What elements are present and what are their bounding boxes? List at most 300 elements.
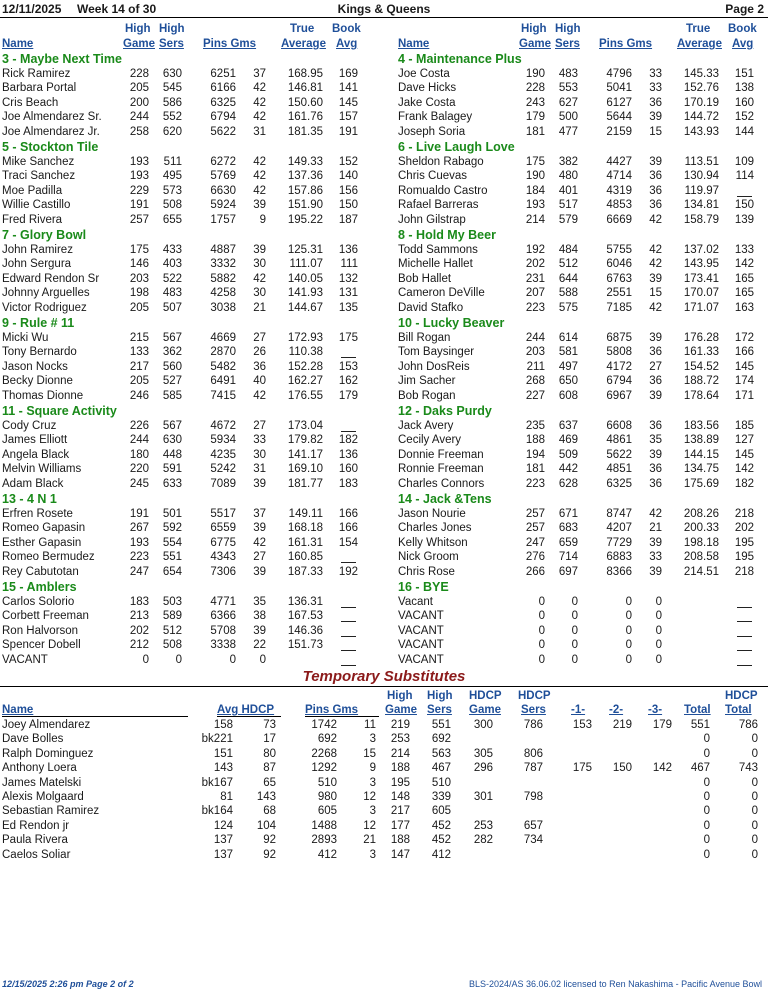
player-name: VACANT [398,653,444,666]
sub-total: 0 [703,819,710,832]
avg-underline [217,716,281,717]
high-sers-header: Sers [555,38,580,50]
section-divider [0,686,768,687]
player-name: Joe Almendarez Sr. [2,111,102,123]
sub-hdcp-total: 0 [751,776,758,789]
true-average: 160.85 [287,551,323,563]
book-average: 136 [338,243,358,256]
games: 42 [649,243,662,256]
high-sers-header: Sers [159,38,184,50]
high-series: 579 [558,213,578,226]
high-series: 0 [175,653,182,666]
true-average: 157.86 [287,184,323,197]
true-average: 170.19 [683,96,719,109]
high-series: 469 [558,434,578,446]
high-series: 554 [162,536,182,549]
high-game: 223 [525,477,545,490]
high-game: 212 [129,639,149,651]
games: 42 [253,82,266,94]
true-average: 167.53 [287,610,323,622]
high-series: 483 [162,287,182,299]
sub-hdcp-total: 0 [751,848,758,861]
sub-total: 0 [703,747,710,760]
high-series: 592 [162,522,182,534]
sub-game1: 175 [572,762,592,775]
total-pins: 3332 [210,258,236,270]
substitute-name: Paula Rivera [2,834,68,847]
hdcp-sers-header: Sers [521,704,546,716]
book-average: 166 [338,507,358,520]
games: 26 [253,346,266,358]
high-game: 267 [129,522,149,534]
total-pins: 0 [625,653,632,666]
high-series: 483 [558,67,578,80]
sub-high-game: 214 [390,747,410,760]
games: 39 [253,243,266,256]
true-average: 146.81 [287,82,323,94]
substitute-name: Joey Almendarez [2,719,91,731]
player-name: Jack Avery [398,419,454,432]
high-series: 654 [162,565,182,578]
book-average: 174 [734,375,754,387]
book-average: 165 [734,287,754,299]
high-game: 181 [525,463,545,475]
sub-hdcp-series: 734 [523,834,543,847]
book-average: 150 [338,199,358,211]
high-series: 560 [162,360,182,373]
total-pins: 6166 [210,82,236,94]
player-name: Joseph Soria [398,125,466,138]
total-pins: 6775 [210,536,236,549]
high-series: 0 [571,639,578,651]
games: 35 [649,434,662,446]
true-average: 170.07 [683,287,719,299]
player-name: John DosReis [398,360,470,373]
true-average: 149.11 [288,507,323,520]
book-average: 145 [734,360,754,373]
true-avg-header: True [686,23,711,35]
sub-hdcp-total: 0 [751,834,758,847]
true-average: 137.36 [287,170,323,182]
player-name: James Elliott [2,434,68,446]
high-game: 244 [129,111,149,123]
high-game: 220 [129,463,149,475]
games: 39 [253,522,266,534]
high-series: 484 [558,243,578,256]
sub-game2: 219 [612,719,632,731]
sub-hdcp-game: 296 [473,762,493,775]
player-name: Joe Almendarez Jr. [2,125,100,138]
name-header: Name [2,38,34,50]
total-header: Total [684,704,711,716]
book-average: 140 [338,170,358,182]
sub-games: 3 [369,733,376,746]
book-average-blank [737,196,752,197]
player-name: David Stafko [398,301,464,314]
player-name: Erfren Rosete [2,507,73,520]
player-name: Adam Black [2,477,64,490]
high-game: 183 [129,595,149,608]
avg-hdcp-header: Avg HDCP [217,704,275,716]
player-name: Angela Black [2,448,70,461]
high-series: 608 [558,389,578,402]
high-series: 382 [558,155,578,168]
high-game: 194 [525,448,545,461]
true-avg-header: True [290,23,315,35]
total-pins: 6875 [606,331,632,344]
high-game: 181 [525,125,545,138]
high-game: 180 [129,448,149,461]
player-name: Tom Baysinger [398,346,475,358]
total-pins: 0 [625,595,632,608]
total-pins: 6608 [606,419,632,432]
player-name: VACANT [2,653,48,666]
true-average: 161.31 [287,536,323,549]
true-average: 208.26 [683,507,719,520]
book-average: 166 [338,522,358,534]
sub-game2: 150 [612,762,632,775]
sub-high-game: 195 [390,776,410,789]
book-average: 131 [338,287,358,299]
games: 0 [655,624,662,637]
sub-high-series: 551 [431,719,451,731]
player-name: Sheldon Rabago [398,155,484,168]
player-name: VACANT [398,624,444,637]
sub-average: bk164 [201,805,233,818]
total-pins: 5242 [210,463,236,475]
total-pins: 7415 [210,389,236,402]
high-series: 442 [558,463,578,475]
high-series: 0 [571,653,578,666]
high-game: 205 [129,82,149,94]
high-series: 512 [558,258,578,270]
high-series: 0 [571,624,578,637]
sub-high-series: 692 [431,733,451,746]
true-average: 214.51 [683,565,719,578]
sub-game3: 179 [652,719,672,731]
sub-pins: 412 [317,848,337,861]
games: 0 [655,595,662,608]
player-name: Esther Gapasin [2,536,82,549]
true-average: 162.27 [287,375,323,387]
substitute-name: Anthony Loera [2,762,77,775]
games: 15 [649,287,662,299]
high-series: 620 [162,125,182,138]
high-game: 190 [525,170,545,182]
total-pins: 6366 [210,610,236,622]
sub-high-game: 217 [390,805,410,818]
pins-gms-header: Pins Gms [203,38,257,50]
substitute-name: Caelos Soliar [2,848,71,861]
book-average: 166 [734,346,754,358]
player-name: Cecily Avery [398,434,462,446]
sub-pins: 1292 [311,762,337,775]
high-game: 213 [129,610,149,622]
book-average: 187 [338,213,358,226]
high-game: 191 [129,507,149,520]
high-series: 545 [162,82,182,94]
book-average: 114 [735,170,754,182]
games: 42 [649,213,662,226]
pins-gms-header: Pins Gms [305,704,359,716]
total-pins: 4771 [210,595,236,608]
high-game: 0 [538,653,545,666]
games: 21 [649,522,662,534]
player-name: Kelly Whitson [398,536,468,549]
book-average: 144 [734,125,754,138]
games: 33 [649,67,662,80]
games: 0 [259,653,266,666]
high-game: 203 [525,346,545,358]
substitute-name: James Matelski [2,776,82,789]
true-average: 168.18 [287,522,323,534]
book-avg-header: Book [728,23,757,35]
games: 36 [649,346,662,358]
total-pins: 4887 [210,243,236,256]
true-average: 161.76 [287,111,323,123]
player-name: Chris Rose [398,565,455,578]
team-name: 16 - BYE [398,580,449,594]
true-average: 143.95 [683,258,719,270]
total-pins: 6251 [210,67,236,80]
true-average: 176.55 [287,389,323,402]
high-game: 244 [525,331,545,344]
high-series: 362 [162,346,182,358]
substitute-name: Sebastian Ramirez [2,805,100,818]
high-game: 223 [129,551,149,563]
high-series: 586 [162,96,182,109]
sub-hdcp-total: 0 [751,791,758,803]
high-series: 567 [162,419,182,432]
player-name: Chris Cuevas [398,170,468,182]
sub-total: 0 [703,805,710,818]
page-number: Page 2 [725,2,764,16]
games: 36 [649,419,662,432]
games: 42 [253,184,266,197]
total-pins: 0 [229,653,236,666]
sub-hdcp-total: 0 [751,819,758,832]
pins-underline [305,716,379,717]
book-average: 160 [734,96,754,109]
true-average: 173.41 [683,272,719,285]
book-average: 145 [734,448,754,461]
games: 36 [649,170,662,182]
total-pins: 6272 [210,155,236,168]
total-pins: 6794 [210,111,236,123]
sub-handicap: 80 [263,747,276,760]
sub-hdcp-total: 786 [738,719,758,731]
book-average: 154 [338,536,358,549]
sub-high-series: 452 [431,819,451,832]
games: 39 [253,565,266,578]
total-pins: 5041 [606,82,632,94]
player-name: Victor Rodriguez [2,301,87,314]
player-name: Jake Costa [398,96,456,109]
sub-hdcp-series: 657 [523,819,543,832]
book-average: 182 [734,477,754,490]
high-game: 257 [129,213,149,226]
high-game: 247 [129,565,149,578]
true-average: 152.76 [683,82,719,94]
total-pins: 4669 [210,331,236,344]
sub-handicap: 104 [256,819,276,832]
high-sers-header: High [427,690,453,702]
sub-high-series: 452 [431,834,451,847]
book-average: 218 [734,507,754,520]
high-game: 229 [129,184,149,197]
sub-total: 551 [690,719,710,731]
true-average: 169.10 [287,463,323,475]
true-average: 188.72 [683,375,719,387]
sub-pins: 2268 [311,747,337,760]
team-name: 10 - Lucky Beaver [398,316,505,330]
sub-average: 81 [220,791,233,803]
high-series: 401 [558,184,578,197]
book-average: 127 [734,434,754,446]
total-pins: 2870 [210,346,236,358]
total-pins: 4672 [210,419,236,432]
games: 39 [253,199,266,211]
high-series: 650 [558,375,578,387]
games: 39 [649,565,662,578]
book-average: 139 [734,213,754,226]
sub-hdcp-series: 806 [523,747,543,760]
book-average: 142 [734,463,754,475]
high-series: 0 [571,595,578,608]
sub-pins: 692 [317,733,337,746]
games: 42 [649,301,662,314]
total-pins: 4853 [606,199,632,211]
book-average: 195 [734,551,754,563]
total-pins: 5517 [210,507,236,520]
high-series: 480 [558,170,578,182]
substitute-name: Ralph Dominguez [2,747,94,760]
sub-total: 467 [690,762,710,775]
high-series: 509 [558,448,578,461]
book-average-blank [737,607,752,608]
high-game: 268 [525,375,545,387]
high-series: 0 [571,610,578,622]
games: 27 [253,331,266,344]
sub-handicap: 17 [263,733,276,746]
games: 36 [649,199,662,211]
high-game: 0 [142,653,149,666]
total-pins: 5808 [606,346,632,358]
book-average-blank [737,636,752,637]
book-average-blank [341,357,356,358]
high-game-header: High [521,23,547,35]
high-series: 477 [558,125,578,138]
games: 0 [655,610,662,622]
sub-high-game: 219 [390,719,410,731]
true-avg-header: Average [281,38,326,50]
sub-hdcp-game: 305 [473,747,493,760]
player-name: Vacant [398,595,433,608]
player-name: Ronnie Freeman [398,463,484,475]
book-average-blank [341,431,356,432]
hdcp-total-header: Total [725,704,752,716]
total-pins: 6325 [210,96,236,109]
sub-high-game: 188 [390,834,410,847]
sub-high-game: 253 [390,733,410,746]
book-average: 163 [734,301,754,314]
high-game: 258 [129,125,149,138]
high-game: 146 [129,258,149,270]
book-average: 135 [338,301,358,314]
total-pins: 4258 [210,287,236,299]
true-average: 119.97 [684,184,719,197]
sub-hdcp-total: 0 [751,747,758,760]
high-game: 266 [525,565,545,578]
high-series: 501 [162,507,182,520]
sub-total: 0 [703,733,710,746]
high-game: 228 [129,67,149,80]
total-pins: 6046 [606,258,632,270]
player-name: Cris Beach [2,96,59,109]
high-series: 630 [162,67,182,80]
high-series: 448 [162,448,182,461]
sub-pins: 2893 [311,834,337,847]
player-name: Micki Wu [2,331,49,344]
total-pins: 7729 [606,536,632,549]
high-sers-header: Sers [427,704,452,716]
total-pins: 0 [625,624,632,637]
sub-high-game: 147 [390,848,410,861]
true-average: 110.38 [288,346,323,358]
games: 39 [649,111,662,123]
true-average: 183.56 [683,419,719,432]
team-name: 5 - Stockton Tile [2,140,99,154]
true-average: 136.31 [287,595,323,608]
book-average: 152 [338,155,358,168]
true-average: 149.33 [287,155,323,168]
high-game: 190 [525,67,545,80]
games: 42 [649,258,662,270]
total-pins: 8747 [606,507,632,520]
total-pins: 3338 [210,639,236,651]
name-header: Name [2,704,34,716]
total-pins: 4343 [210,551,236,563]
book-average: 151 [734,67,754,80]
games: 42 [253,111,266,123]
total-pins: 4319 [606,184,632,197]
team-name: 15 - Amblers [2,580,77,594]
book-average: 162 [338,375,358,387]
games: 36 [649,477,662,490]
game2-header: -2- [609,704,624,716]
high-game: 228 [525,82,545,94]
total-pins: 6763 [606,272,632,285]
high-game: 214 [525,213,545,226]
book-average: 132 [338,272,358,285]
games: 33 [649,82,662,94]
player-name: Rafael Barreras [398,199,479,211]
high-game: 175 [525,155,545,168]
player-name: Willie Castillo [2,199,71,211]
high-game: 188 [525,434,545,446]
sub-pins: 510 [317,776,337,789]
games: 39 [649,448,662,461]
pins-gms-header: Pins Gms [599,38,653,50]
player-name: Thomas Dionne [2,389,84,402]
player-name: Edward Rendon Sr [2,272,100,285]
high-series: 614 [558,331,578,344]
high-series: 714 [558,551,578,563]
book-average: 142 [734,258,754,270]
games: 39 [649,536,662,549]
high-series: 508 [162,639,182,651]
sub-high-series: 563 [431,747,451,760]
